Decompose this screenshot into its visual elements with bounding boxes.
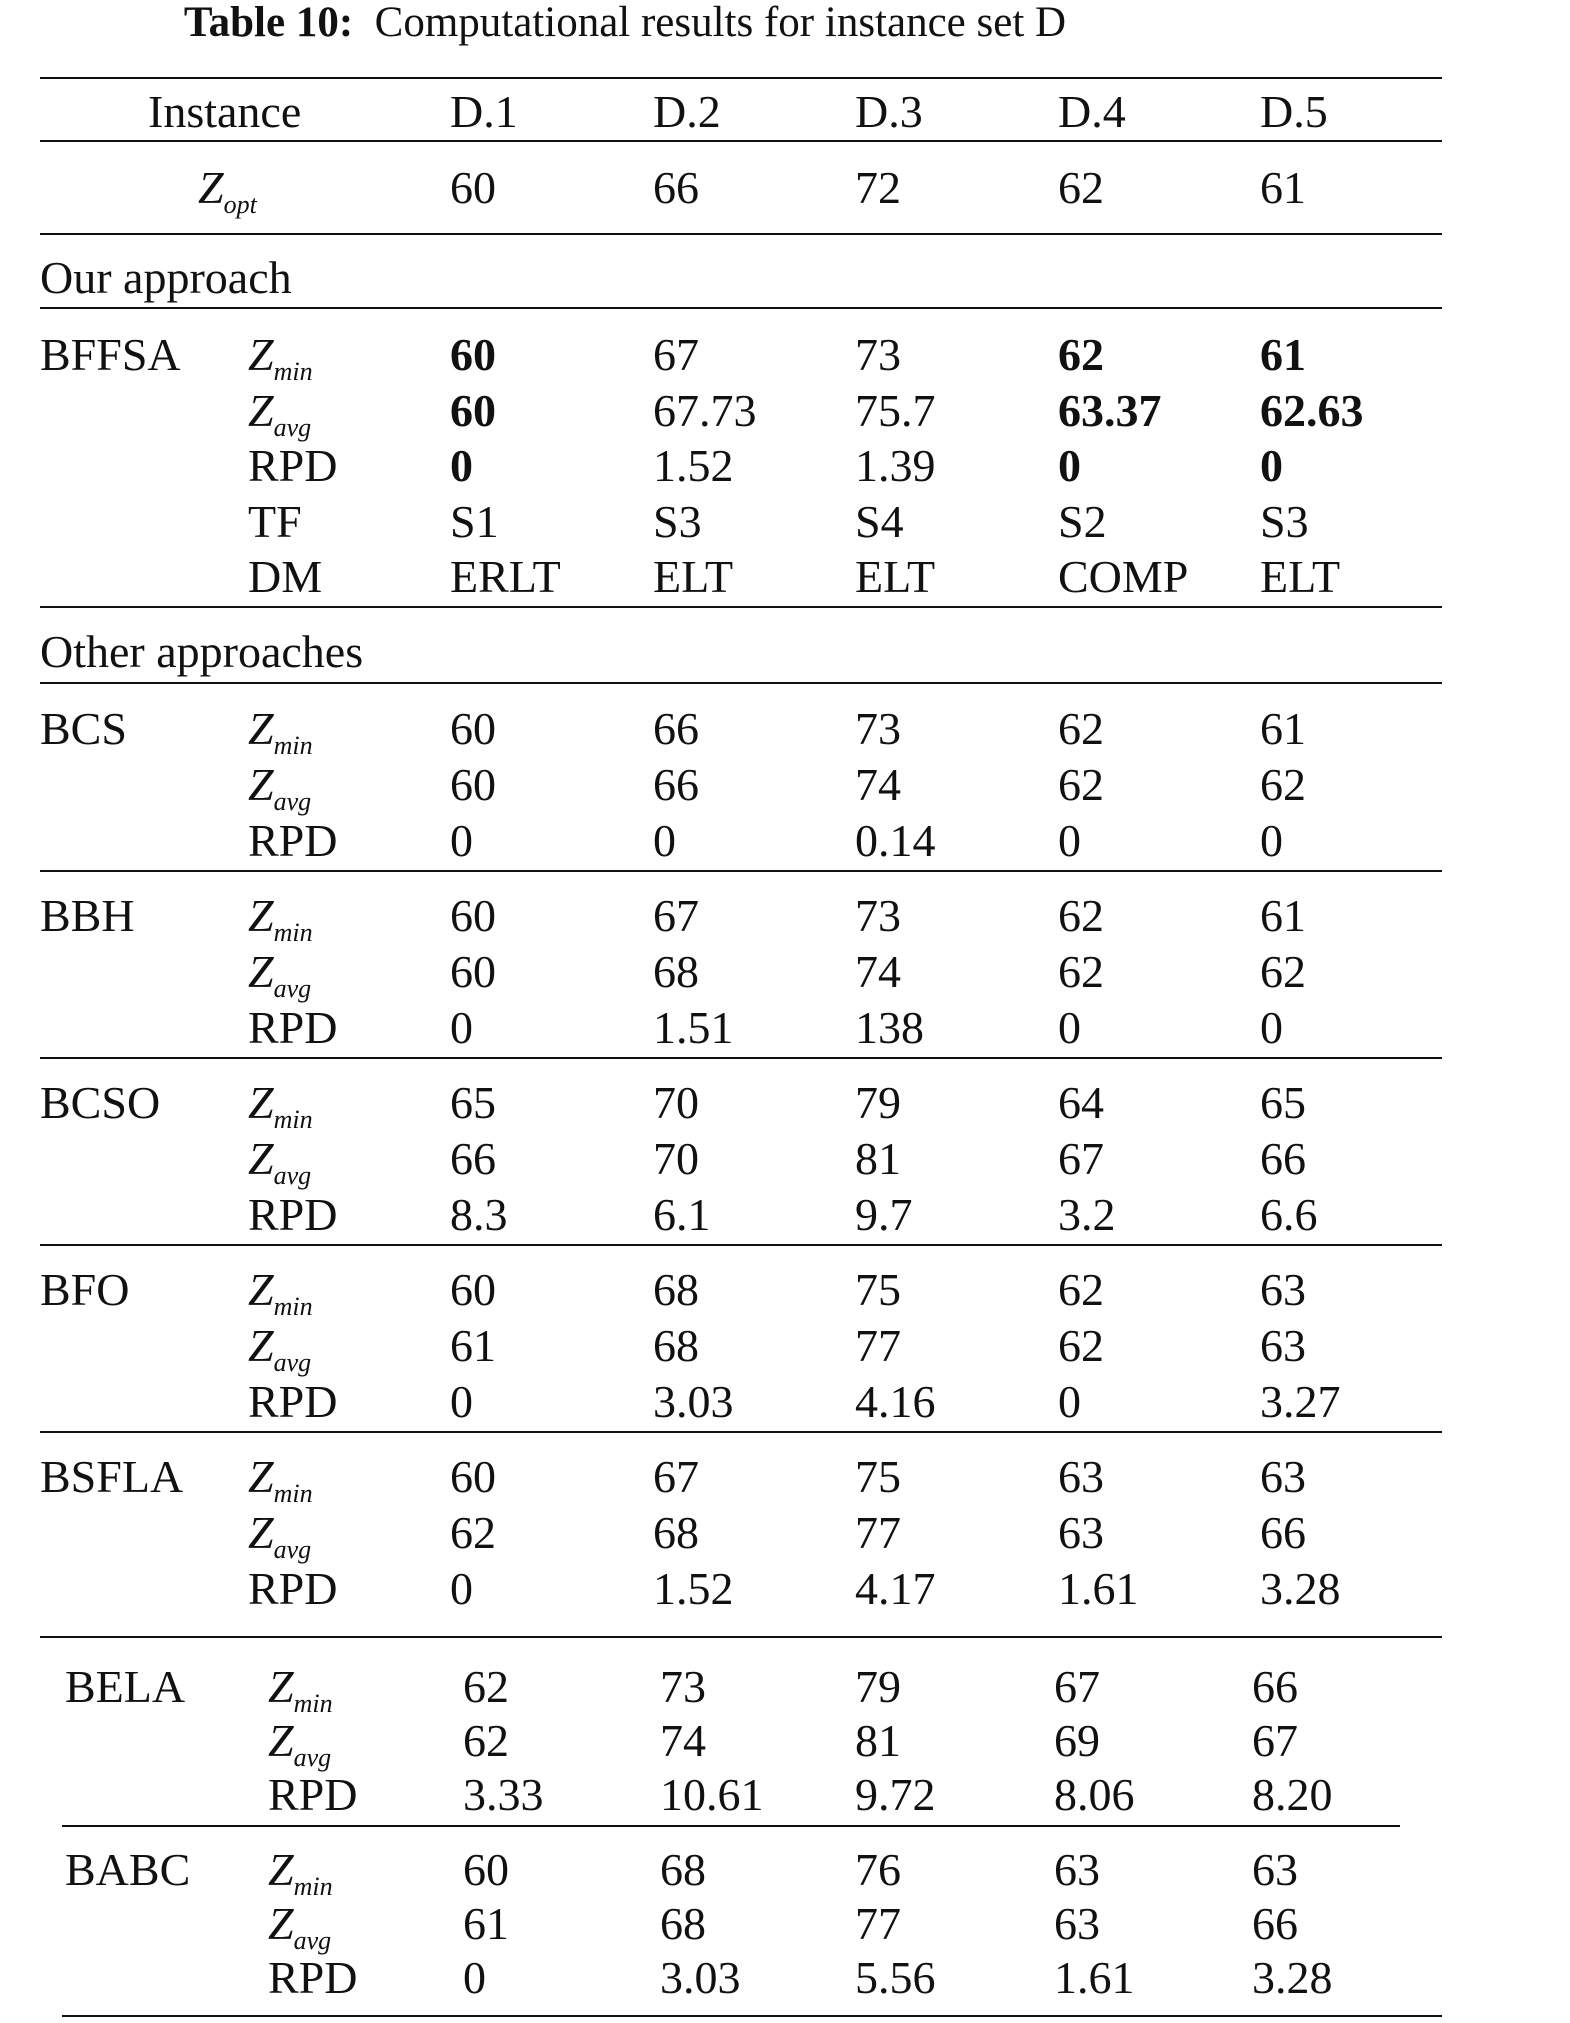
zmin-value: 79 (855, 1661, 901, 1712)
zavg-value: 75.7 (855, 385, 936, 436)
rpd-value: 0 (1260, 815, 1283, 866)
zavg-value: 68 (660, 1898, 706, 1949)
zmin-value: 73 (855, 703, 901, 754)
zmin-value: 65 (450, 1077, 496, 1128)
rpd-value: 3.28 (1252, 1952, 1333, 2003)
tf-value: S2 (1058, 496, 1107, 547)
zavg-label: $Z_{avg}$ (268, 1715, 332, 1772)
instance-column-header: D.5 (1260, 86, 1328, 137)
instance-column-header: D.3 (855, 86, 923, 137)
rpd-value: 6.1 (653, 1189, 711, 1240)
table-caption: Computational results for instance set D (374, 0, 1067, 46)
table-rule (62, 2015, 1442, 2017)
zmin-label: $Z_{min}$ (248, 890, 313, 947)
zavg-value: 68 (653, 946, 699, 997)
zavg-value: 66 (1252, 1898, 1298, 1949)
zmin-value: 76 (855, 1844, 901, 1895)
rpd-value: 9.72 (855, 1769, 936, 1820)
zavg-label: $Z_{avg}$ (248, 1320, 312, 1377)
rpd-value: 1.52 (653, 1563, 734, 1614)
zavg-label: $Z_{avg}$ (248, 1133, 312, 1190)
zavg-label: $Z_{avg}$ (248, 1507, 312, 1564)
zavg-value: 60 (450, 946, 496, 997)
zavg-value: 63 (1054, 1898, 1100, 1949)
zopt-value: 72 (855, 162, 901, 213)
zavg-value: 63.37 (1058, 385, 1162, 436)
algorithm-name: BBH (40, 890, 135, 941)
table-rule (40, 1431, 1442, 1433)
table-rule (40, 77, 1442, 79)
dm-label: DM (248, 551, 323, 602)
zmin-value: 75 (855, 1264, 901, 1315)
dm-value: ERLT (450, 551, 561, 602)
zmin-value: 79 (855, 1077, 901, 1128)
rpd-value: 3.03 (653, 1376, 734, 1427)
algorithm-name: BCS (40, 703, 127, 754)
zavg-value: 63 (1058, 1507, 1104, 1558)
zmin-value: 75 (855, 1451, 901, 1502)
zmin-value: 60 (463, 1844, 509, 1895)
zavg-label: $Z_{avg}$ (248, 946, 312, 1003)
rpd-label: RPD (268, 1952, 358, 2003)
zmin-value: 60 (450, 703, 496, 754)
section-other-approaches: Other approaches (40, 626, 364, 677)
rpd-value: 0 (653, 815, 676, 866)
rpd-value: 1.51 (653, 1002, 734, 1053)
zavg-value: 62 (1260, 759, 1306, 810)
zmin-value: 70 (653, 1077, 699, 1128)
zavg-value: 67 (1058, 1133, 1104, 1184)
rpd-label: RPD (248, 815, 338, 866)
zavg-label: $Z_{avg}$ (268, 1898, 332, 1955)
zavg-value: 61 (450, 1320, 496, 1371)
rpd-value: 8.06 (1054, 1769, 1135, 1820)
rpd-label: RPD (248, 1376, 338, 1427)
zavg-value: 66 (450, 1133, 496, 1184)
zmin-value: 63 (1260, 1264, 1306, 1315)
dm-value: ELT (653, 551, 734, 602)
algorithm-name: BFFSA (40, 329, 181, 380)
zmin-label: $Z_{min}$ (248, 703, 313, 760)
rpd-value: 0 (1058, 1002, 1081, 1053)
algorithm-name: BSFLA (40, 1451, 184, 1502)
table-rule (40, 1636, 1442, 1638)
tf-label: TF (248, 496, 302, 547)
rpd-value: 5.56 (855, 1952, 936, 2003)
rpd-value: 1.39 (855, 440, 936, 491)
zmin-value: 66 (653, 703, 699, 754)
rpd-value: 8.20 (1252, 1769, 1333, 1820)
zmin-label: $Z_{min}$ (248, 1264, 313, 1321)
table-rule (40, 870, 1442, 872)
rpd-value: 1.61 (1054, 1952, 1135, 2003)
zavg-value: 81 (855, 1715, 901, 1766)
zmin-value: 67 (653, 1451, 699, 1502)
table-rule (40, 307, 1442, 309)
zopt-value: 61 (1260, 162, 1306, 213)
table-rule (40, 682, 1442, 684)
tf-value: S4 (855, 496, 904, 547)
zavg-value: 62 (1058, 946, 1104, 997)
algorithm-name: BELA (65, 1661, 186, 1712)
zavg-label: $Z_{avg}$ (248, 759, 312, 816)
zmin-value: 67 (653, 890, 699, 941)
zmin-value: 60 (450, 890, 496, 941)
zmin-value: 60 (450, 329, 496, 380)
zmin-value: 62 (1058, 890, 1104, 941)
zavg-value: 61 (463, 1898, 509, 1949)
rpd-value: 0 (1058, 1376, 1081, 1427)
rpd-value: 3.33 (463, 1769, 544, 1820)
zavg-value: 68 (653, 1320, 699, 1371)
zmin-value: 67 (1054, 1661, 1100, 1712)
zmin-value: 63 (1054, 1844, 1100, 1895)
zmin-label: $Z_{min}$ (248, 1451, 313, 1508)
algorithm-name: BCSO (40, 1077, 161, 1128)
zavg-value: 62 (1058, 759, 1104, 810)
zopt-label: $Z_{opt}$ (198, 162, 257, 219)
zavg-value: 74 (660, 1715, 706, 1766)
rpd-value: 1.61 (1058, 1563, 1139, 1614)
rpd-label: RPD (248, 440, 338, 491)
zavg-value: 66 (653, 759, 699, 810)
rpd-value: 0 (450, 440, 473, 491)
rpd-label: RPD (248, 1002, 338, 1053)
zavg-value: 77 (855, 1898, 901, 1949)
rpd-value: 0 (463, 1952, 486, 2003)
rpd-value: 9.7 (855, 1189, 913, 1240)
zavg-value: 62 (450, 1507, 496, 1558)
rpd-value: 0 (1260, 440, 1283, 491)
zavg-value: 60 (450, 385, 496, 436)
zmin-value: 61 (1260, 890, 1306, 941)
rpd-value: 0 (1260, 1002, 1283, 1053)
zavg-value: 66 (1260, 1507, 1306, 1558)
zmin-value: 60 (450, 1264, 496, 1315)
zmin-value: 62 (463, 1661, 509, 1712)
zavg-value: 62.63 (1260, 385, 1364, 436)
zmin-value: 63 (1058, 1451, 1104, 1502)
zmin-value: 66 (1252, 1661, 1298, 1712)
rpd-value: 138 (855, 1002, 924, 1053)
dm-value: ELT (1260, 551, 1341, 602)
zmin-value: 62 (1058, 329, 1104, 380)
rpd-value: 3.28 (1260, 1563, 1341, 1614)
zmin-value: 63 (1260, 1451, 1306, 1502)
zmin-value: 64 (1058, 1077, 1104, 1128)
zmin-value: 73 (855, 329, 901, 380)
zavg-value: 68 (653, 1507, 699, 1558)
algorithm-name: BFO (40, 1264, 130, 1315)
table-rule (40, 1244, 1442, 1246)
table-rule (40, 233, 1442, 235)
tf-value: S3 (1260, 496, 1309, 547)
rpd-value: 0 (450, 815, 473, 866)
algorithm-name: BABC (65, 1844, 191, 1895)
table-rule (40, 606, 1442, 608)
zavg-value: 67 (1252, 1715, 1298, 1766)
zmin-label: $Z_{min}$ (268, 1661, 333, 1718)
rpd-value: 4.16 (855, 1376, 936, 1427)
rpd-value: 4.17 (855, 1563, 936, 1614)
table-rule (62, 1825, 1400, 1827)
zmin-label: $Z_{min}$ (248, 1077, 313, 1134)
zmin-value: 73 (660, 1661, 706, 1712)
rpd-value: 6.6 (1260, 1189, 1318, 1240)
rpd-value: 0.14 (855, 815, 936, 866)
zmin-value: 62 (1058, 703, 1104, 754)
zmin-value: 73 (855, 890, 901, 941)
zmin-value: 68 (653, 1264, 699, 1315)
rpd-value: 10.61 (660, 1769, 764, 1820)
rpd-label: RPD (248, 1189, 338, 1240)
rpd-value: 1.52 (653, 440, 734, 491)
zmin-value: 67 (653, 329, 699, 380)
rpd-value: 0 (450, 1563, 473, 1614)
table-rule (40, 1057, 1442, 1059)
instance-column-header: D.4 (1058, 86, 1126, 137)
zavg-value: 62 (1260, 946, 1306, 997)
zmin-value: 60 (450, 1451, 496, 1502)
zavg-value: 66 (1260, 1133, 1306, 1184)
rpd-value: 3.2 (1058, 1189, 1116, 1240)
section-our-approach: Our approach (40, 252, 292, 303)
rpd-value: 0 (1058, 440, 1081, 491)
instance-column-header: D.1 (450, 86, 518, 137)
dm-value: ELT (855, 551, 936, 602)
zmin-value: 61 (1260, 329, 1306, 380)
tf-value: S3 (653, 496, 702, 547)
zmin-label: $Z_{min}$ (248, 329, 313, 386)
zmin-value: 63 (1252, 1844, 1298, 1895)
zmin-value: 65 (1260, 1077, 1306, 1128)
rpd-value: 8.3 (450, 1189, 508, 1240)
zavg-value: 81 (855, 1133, 901, 1184)
zavg-value: 67.73 (653, 385, 757, 436)
rpd-label: RPD (248, 1563, 338, 1614)
zavg-value: 77 (855, 1320, 901, 1371)
zopt-value: 60 (450, 162, 496, 213)
zmin-value: 68 (660, 1844, 706, 1895)
zavg-value: 63 (1260, 1320, 1306, 1371)
zavg-label: $Z_{avg}$ (248, 385, 312, 442)
zopt-value: 62 (1058, 162, 1104, 213)
zavg-value: 74 (855, 946, 901, 997)
zmin-value: 61 (1260, 703, 1306, 754)
zavg-value: 77 (855, 1507, 901, 1558)
rpd-value: 0 (1058, 815, 1081, 866)
table-number: Table 10: (183, 0, 354, 46)
rpd-value: 0 (450, 1376, 473, 1427)
zmin-label: $Z_{min}$ (268, 1844, 333, 1901)
rpd-label: RPD (268, 1769, 358, 1820)
dm-value: COMP (1058, 551, 1189, 602)
zavg-value: 70 (653, 1133, 699, 1184)
zavg-value: 69 (1054, 1715, 1100, 1766)
rpd-value: 3.27 (1260, 1376, 1341, 1427)
instance-column-header: D.2 (653, 86, 721, 137)
zopt-value: 66 (653, 162, 699, 213)
zavg-value: 74 (855, 759, 901, 810)
instance-header: Instance (148, 86, 302, 137)
table-title (0, 0, 1250, 46)
zavg-value: 62 (1058, 1320, 1104, 1371)
rpd-value: 0 (450, 1002, 473, 1053)
zmin-value: 62 (1058, 1264, 1104, 1315)
zavg-value: 60 (450, 759, 496, 810)
zavg-value: 62 (463, 1715, 509, 1766)
rpd-value: 3.03 (660, 1952, 741, 2003)
tf-value: S1 (450, 496, 499, 547)
table-rule (40, 140, 1442, 142)
